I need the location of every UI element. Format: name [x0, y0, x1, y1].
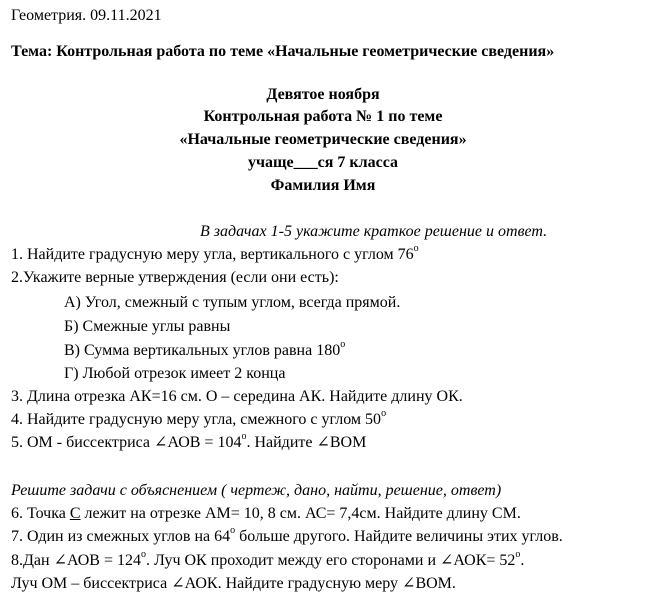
- task-1-text: 1. Найдите градусную меру угла, вертикального с углом 76: [11, 246, 414, 263]
- task-8-part-b: АОВ = 124: [66, 552, 141, 569]
- angle-icon: ∠: [53, 552, 67, 569]
- degree-sup: о: [413, 243, 419, 254]
- task-4-text: 4. Найдите градусную меру угла, смежного с углом 50: [11, 411, 382, 428]
- task-1: [11, 245, 419, 265]
- task-6-point-c: С: [69, 505, 81, 522]
- task-8: [11, 551, 524, 571]
- task-7: [11, 527, 563, 547]
- task-4: [11, 410, 386, 430]
- task-6: [11, 504, 521, 524]
- task-7-part-a: 7. Один из смежных углов на 64: [11, 528, 231, 545]
- degree-sup: о: [515, 549, 521, 560]
- task-5-part-b: АОВ = 104: [167, 434, 242, 451]
- task-2-option-d: Г) Любой отрезок имеет 2 конца: [64, 365, 286, 382]
- degree-sup: о: [141, 549, 146, 560]
- task-5: [11, 433, 366, 453]
- degree-sup: о: [340, 339, 346, 350]
- task-8-line2-part-b: АОК. Найдите градусную меру: [184, 575, 403, 592]
- task-6-part-b: лежит на отрезке АМ= 10, 8 см. АС= 7,4см. Найдите длину СМ.: [80, 505, 521, 522]
- task-8-part-c: . Луч ОК проходит между его сторонами и: [146, 552, 440, 569]
- task-2-option-b: Б) Смежные углы равны: [64, 318, 231, 335]
- task-5-part-a: 5. ОМ - биссектриса: [11, 434, 155, 451]
- section1-instruction: В задачах 1-5 укажите краткое решение и ответ.: [200, 223, 548, 240]
- task-2: 2.Укажите верные утверждения (если они есть):: [11, 269, 339, 286]
- work-title: Контрольная работа № 1 по теме: [203, 108, 443, 125]
- task-8-line2-part-a: Луч ОМ – биссектриса: [11, 575, 172, 592]
- angle-icon: ∠: [316, 434, 330, 451]
- task-7-part-b: больше другого. Найдите величины этих углов.: [235, 528, 563, 545]
- degree-sup: о: [381, 408, 387, 419]
- task-8-line2-part-c: ВОМ.: [415, 575, 456, 592]
- angle-icon: ∠: [440, 552, 454, 569]
- angle-icon: ∠: [154, 434, 168, 451]
- date-words: Девятое ноября: [266, 86, 380, 103]
- task-8-part-d: АОК= 52: [453, 552, 516, 569]
- student-line: учаще___ся 7 класса: [248, 154, 398, 171]
- task-5-part-c: . Найдите: [246, 434, 317, 451]
- task-2-option-c: [64, 341, 345, 361]
- name-line: Фамилия Имя: [270, 177, 376, 194]
- option-c-text: В) Сумма вертикальных углов равна 180: [64, 342, 341, 359]
- angle-icon: ∠: [402, 575, 416, 592]
- degree-sup: о: [230, 525, 236, 536]
- task-8-line-2: [11, 574, 456, 594]
- section2-instruction: Решите задачи с объяснением ( чертеж, дано, найти, решение, ответ): [11, 482, 502, 499]
- task-8-part-e: .: [520, 552, 525, 569]
- task-2-option-a: А) Угол, смежный с тупым углом, всегда прямой.: [64, 294, 401, 311]
- topic-line: Тема: Контрольная работа по теме «Начальные геометрические сведения»: [11, 43, 555, 60]
- task-5-part-d: ВОМ: [329, 434, 367, 451]
- task-6-part-a: 6. Точка: [11, 505, 70, 522]
- task-3: 3. Длина отрезка АК=16 см. О – середина АК. Найдите длину ОК.: [11, 388, 463, 405]
- subject-date: Геометрия. 09.11.2021: [11, 7, 162, 24]
- work-topic: «Начальные геометрические сведения»: [179, 131, 467, 148]
- degree-sup: о: [241, 431, 247, 442]
- angle-icon: ∠: [171, 575, 185, 592]
- task-8-part-a: 8.Дан: [11, 552, 54, 569]
